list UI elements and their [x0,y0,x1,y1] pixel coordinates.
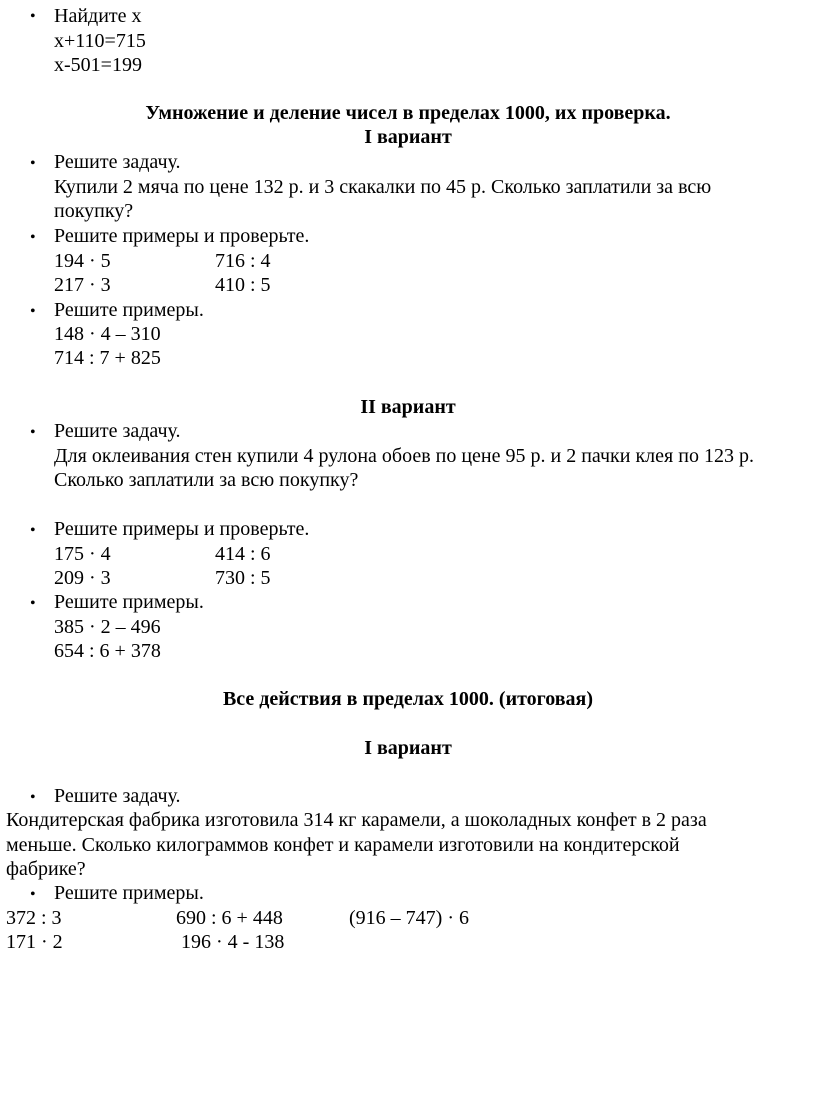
intro-equation-2: х-501=199 [54,54,142,76]
s1v2-example-c1: 385 · 2 – 496 [54,616,161,638]
s2v1-examples-label: Решите примеры. [54,882,204,904]
s2v1-example-r2c1: 171 · 2 [6,931,63,953]
s1v1-example-c1: 148 · 4 – 310 [54,323,161,345]
s1v2-example-b1: 414 : 6 [215,543,271,565]
s1v1-example-a2: 217 · 3 [54,274,111,296]
bullet-icon: • [30,789,36,806]
s1v2-example-a1: 175 · 4 [54,543,111,565]
bullet-icon: • [30,886,36,903]
intro-equation-1: х+110=715 [54,30,146,52]
s1v1-examples-label: Решите примеры. [54,299,204,321]
s1v2-task-line-2: Сколько заплатили за всю покупку? [54,469,359,491]
s1v2-example-c2: 654 : 6 + 378 [54,640,161,662]
section1-title: Умножение и деление чисел в пределах 1000, их проверка. [145,102,671,124]
s1v1-example-a1: 194 · 5 [54,250,111,272]
s1v2-task-label: Решите задачу. [54,420,181,442]
s2v1-example-r1c2: 690 : 6 + 448 [176,907,283,929]
s2v1-example-r1c3: (916 – 747) · 6 [349,907,469,929]
s1v1-example-b1: 716 : 4 [215,250,271,272]
s2v1-example-r1c1: 372 : 3 [6,907,62,929]
s2v1-task-line-1: Кондитерская фабрика изготовила 314 кг карамели, а шоколадных конфет в 2 раза [6,809,707,831]
bullet-icon: • [30,229,36,246]
s1v2-examples-check-label: Решите примеры и проверьте. [54,518,310,540]
section1-variant2-title: II вариант [360,396,456,418]
s1v2-example-a2: 209 · 3 [54,567,111,589]
s2v1-task-line-2: меньше. Сколько килограммов конфет и карамели изготовили на кондитерской [6,834,680,856]
bullet-icon: • [30,522,36,539]
bullet-icon: • [30,424,36,441]
intro-task: Найдите х [54,5,142,27]
bullet-icon: • [30,155,36,172]
s2v1-task-line-3: фабрике? [6,858,86,880]
section2-title: Все действия в пределах 1000. (итоговая) [222,688,594,710]
bullet-icon: • [30,8,36,25]
s2v1-example-r2c2: 196 · 4 - 138 [181,931,285,953]
s1v2-examples-label: Решите примеры. [54,591,204,613]
s1v2-example-b2: 730 : 5 [215,567,271,589]
section2-variant1-title: I вариант [364,737,452,759]
s1v1-example-c2: 714 : 7 + 825 [54,347,161,369]
s2v1-task-label: Решите задачу. [54,785,181,807]
s1v2-task-line-1: Для оклеивания стен купили 4 рулона обоев по цене 95 р. и 2 пачки клея по 123 р. [54,445,754,467]
s1v1-task-label: Решите задачу. [54,151,181,173]
s1v1-task-line-1: Купили 2 мяча по цене 132 р. и 3 скакалки по 45 р. Сколько заплатили за всю [54,176,712,198]
s1v1-task-line-2: покупку? [54,200,134,222]
s1v1-examples-check-label: Решите примеры и проверьте. [54,225,310,247]
bullet-icon: • [30,595,36,612]
s1v1-example-b2: 410 : 5 [215,274,271,296]
section1-variant1-title: I вариант [364,126,452,148]
bullet-icon: • [30,303,36,320]
